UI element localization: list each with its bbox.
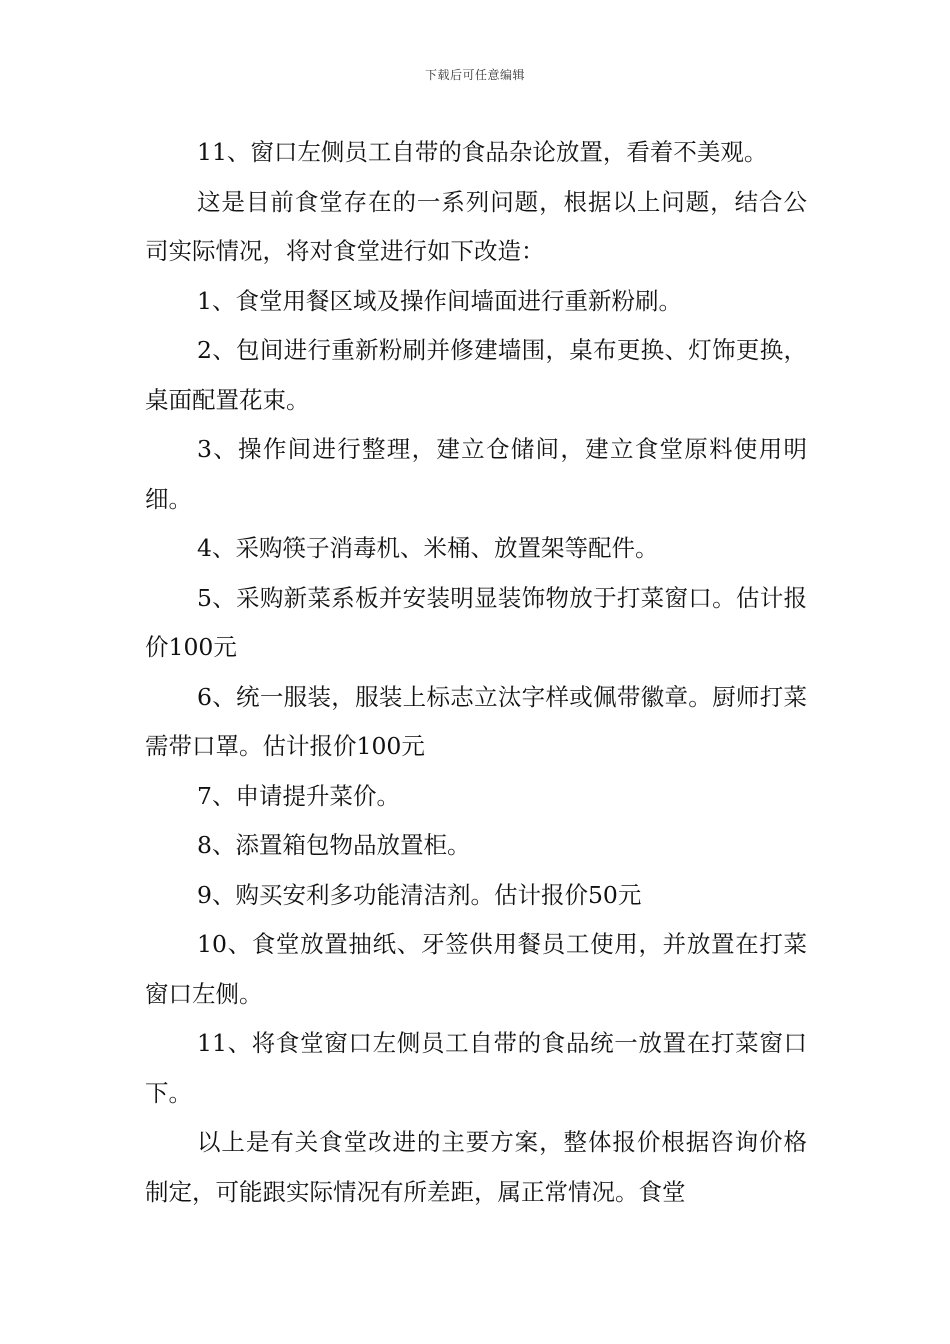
paragraph-item-10: 10、食堂放置抽纸、牙签供用餐员工使用，并放置在打菜窗口左侧。 [145, 930, 807, 1008]
document-body [145, 128, 807, 1217]
paragraph-item-5: 5、采购新菜系板并安装明显装饰物放于打菜窗口。估计报价100元 [145, 583, 807, 661]
paragraph-item-4: 4、采购筷子消毒机、米桶、放置架等配件。 [197, 534, 659, 562]
paragraph-summary: 以上是有关食堂改进的主要方案，整体报价根据咨询价格制定，可能跟实际情况有所差距，属正常情况。食堂 [145, 1128, 807, 1206]
paragraph-item-11: 11、将食堂窗口左侧员工自带的食品统一放置在打菜窗口下。 [145, 1029, 807, 1107]
paragraph-item-2: 2、包间进行重新粉刷并修建墙围，桌布更换、灯饰更换，桌面配置花束。 [145, 336, 807, 414]
paragraph-item-9: 9、购买安利多功能清洁剂。估计报价50元 [197, 880, 642, 909]
paragraph-item-3: 3、操作间进行整理，建立仓储间，建立食堂原料使用明细。 [145, 435, 807, 513]
paragraph-item-1: 1、食堂用餐区域及操作间墙面进行重新粉刷。 [197, 286, 682, 315]
paragraph-item-6: 6、统一服装，服装上标志立汰字样或佩带徽章。厨师打菜需带口罩。估计报价100元 [145, 682, 807, 760]
paragraph-intro: 这是目前食堂存在的一系列问题，根据以上问题，结合公司实际情况，将对食堂进行如下改造： [145, 187, 807, 265]
paragraph-item-8: 8、添置箱包物品放置柜。 [197, 831, 471, 859]
paragraph-item-7: 7、申请提升菜价。 [197, 781, 400, 810]
paragraph-item-11-issue: 11、窗口左侧员工自带的食品杂论放置，看着不美观。 [197, 138, 768, 166]
header-note: 下载后可任意编辑 [424, 68, 525, 82]
